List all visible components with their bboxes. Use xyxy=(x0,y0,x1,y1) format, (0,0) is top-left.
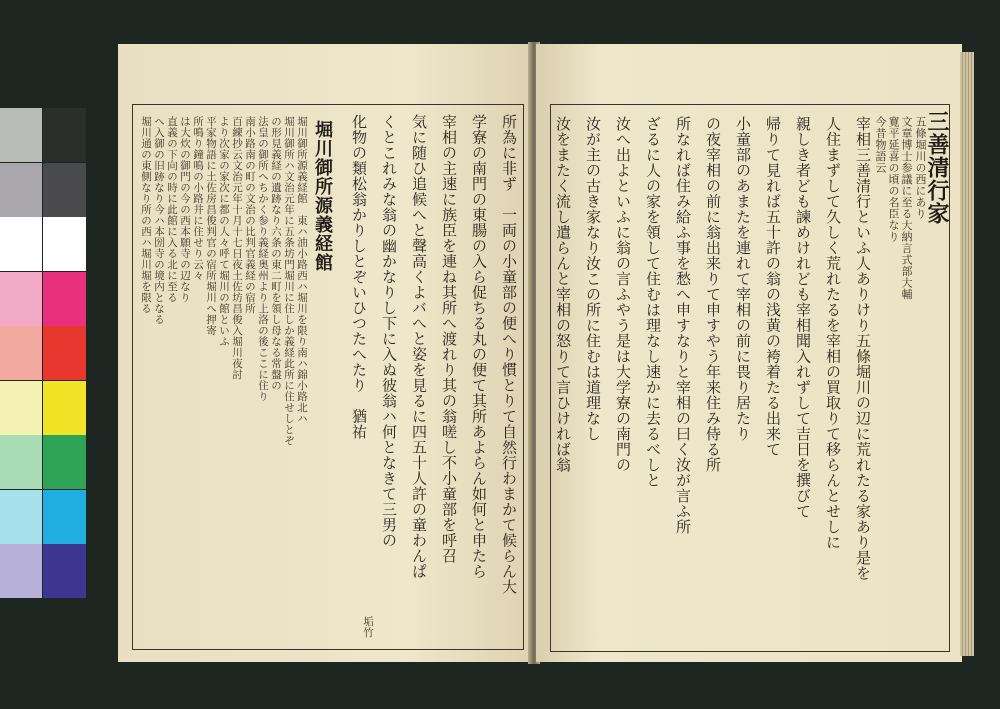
calibration-swatch-dark xyxy=(43,272,86,326)
open-book xyxy=(118,38,970,670)
text-column: 親しき者ども諫めけれども宰相聞入れずして吉日を撰びて xyxy=(794,116,812,519)
calibration-swatch-light xyxy=(0,272,42,326)
text-column: 小童部のあまたを連れて宰相の前に畏り居たり xyxy=(734,116,752,442)
annotation-column: は大炊の御門の今の西本願寺の辺なり xyxy=(179,116,191,303)
annotation-column: 百練抄云文治元年十月十七日夜土佐坊昌俊入堀川夜討 xyxy=(231,116,243,380)
annotation-column: の形見義経の遺跡なり六条の東二町を領し母なる常盤の xyxy=(270,116,282,391)
calibration-swatch-light xyxy=(0,381,42,435)
annotation-column: 南小路南の町の文治の比判官義経の宿所 xyxy=(244,116,256,314)
calibration-swatch-light xyxy=(0,435,42,489)
section-heading: 堀川御所源義経館 xyxy=(312,120,333,272)
section-title: 三善清行家 xyxy=(924,110,950,225)
sub-annotation: 文章博士参議に至る大納言式部大輔 xyxy=(900,116,913,300)
annotation-column: 法皇の御所へちかく参り義経奥州より上洛の後ここに住り xyxy=(257,116,269,402)
calibration-swatch-dark xyxy=(43,381,86,435)
annotation-column: より次家の家次に都の人々呼て堀川の館といふ xyxy=(218,116,230,347)
calibration-swatch-light xyxy=(0,544,42,598)
calibration-swatch-light xyxy=(0,163,42,217)
text-column: 宰相の主速に族臣を連ね其所へ渡れり其の翁嗟し不小童部を呼召 xyxy=(440,114,458,564)
sub-annotation: 今昔物語云 xyxy=(874,116,887,174)
color-calibration-strip xyxy=(0,108,86,598)
small-label: 垢竹 xyxy=(362,616,374,638)
text-column: くとこれみな翁の幽かなりし下に入ぬ彼翁ハ何となきて三男の xyxy=(380,114,398,548)
calibration-swatch-dark xyxy=(43,435,86,489)
annotation-column: 堀川御所源義経館 東ハ油小路西ハ堀川を限り南ハ錦小路北ハ xyxy=(296,116,308,424)
calibration-swatch-light xyxy=(0,108,42,162)
calibration-swatch-light xyxy=(0,326,42,380)
calibration-swatch-dark xyxy=(43,326,86,380)
text-column: 汝へ出よといふに翁の言ふやう是は大学寮の南門の xyxy=(614,116,632,473)
text-column: 所なれば住み給ふ事を愁へ申すなりと宰相の曰く汝が言ふ所 xyxy=(674,116,692,535)
calibration-swatch-dark xyxy=(43,217,86,271)
text-column: 人住まずして久しく荒れたるを宰相の買取りて移らんとせしに xyxy=(824,116,842,550)
right-page xyxy=(536,44,962,662)
text-column: ざるに人の家を領して住むは理なし速かに去るべしと xyxy=(644,116,662,488)
page-edges xyxy=(960,52,974,656)
calibration-swatch-dark xyxy=(43,544,86,598)
calibration-swatch-dark xyxy=(43,163,86,217)
calibration-swatch-dark xyxy=(43,490,86,544)
annotation-column: 平家物語に土佐房昌俊判官の宿所堀川へ押寄 xyxy=(205,116,217,336)
title-annotation: 五條堀川の西にあり xyxy=(914,116,927,220)
annotation-column: へ入御の旧跡なり今ハ本圀寺の境内となる xyxy=(153,116,165,325)
text-column: 気に随ひ追候へと聲高くよバへと姿を見るに四五十人許の童わんぱ xyxy=(410,114,428,579)
annotation-column: 直義の下向の時に此館に入る北に至る xyxy=(166,116,178,303)
text-column: の夜宰相の前に翁出来りて申すやう年来住み侍る所 xyxy=(704,116,722,473)
text-column: 宰相三善清行といふ人ありけり五條堀川の辺に荒れたる家あり是を xyxy=(854,116,872,581)
calibration-swatch-light xyxy=(0,490,42,544)
calibration-swatch-light xyxy=(0,217,42,271)
left-page xyxy=(118,44,532,662)
annotation-column: 堀川御所ハ文治元年に五条坊門堀川に住しか義経此所に住せしとぞ xyxy=(283,116,295,446)
text-column: 化物の類松翁かりしとぞいひつたへたり 猶祐 xyxy=(350,114,368,440)
text-column: 所為に非ず 一両の小童部の便へり慣とりて自然行わまかて候らん大 xyxy=(500,114,518,595)
text-column: 帰りて見れば五十許の翁の浅黄の袴着たる出来て xyxy=(764,116,782,457)
annotation-column: 堀川通の東側なり所の西ハ堀川堀を限る xyxy=(140,116,152,314)
annotation-column: 所鳴り鐘鳴の小路井に住せり云々 xyxy=(192,116,204,281)
text-column: 汝をまたく流し遣らんと宰相の怒りて言ひければ翁 xyxy=(554,116,572,473)
text-column: 汝が主の古き家なり汝この所に住むは道理なし xyxy=(584,116,602,442)
calibration-swatch-dark xyxy=(43,108,86,162)
sub-annotation: 寛平延喜の頃の名臣なり xyxy=(887,116,900,243)
text-column: 学寮の南門の東腸の入ら促ちる丸の便て其所あよらん如何と申たら xyxy=(470,114,488,579)
